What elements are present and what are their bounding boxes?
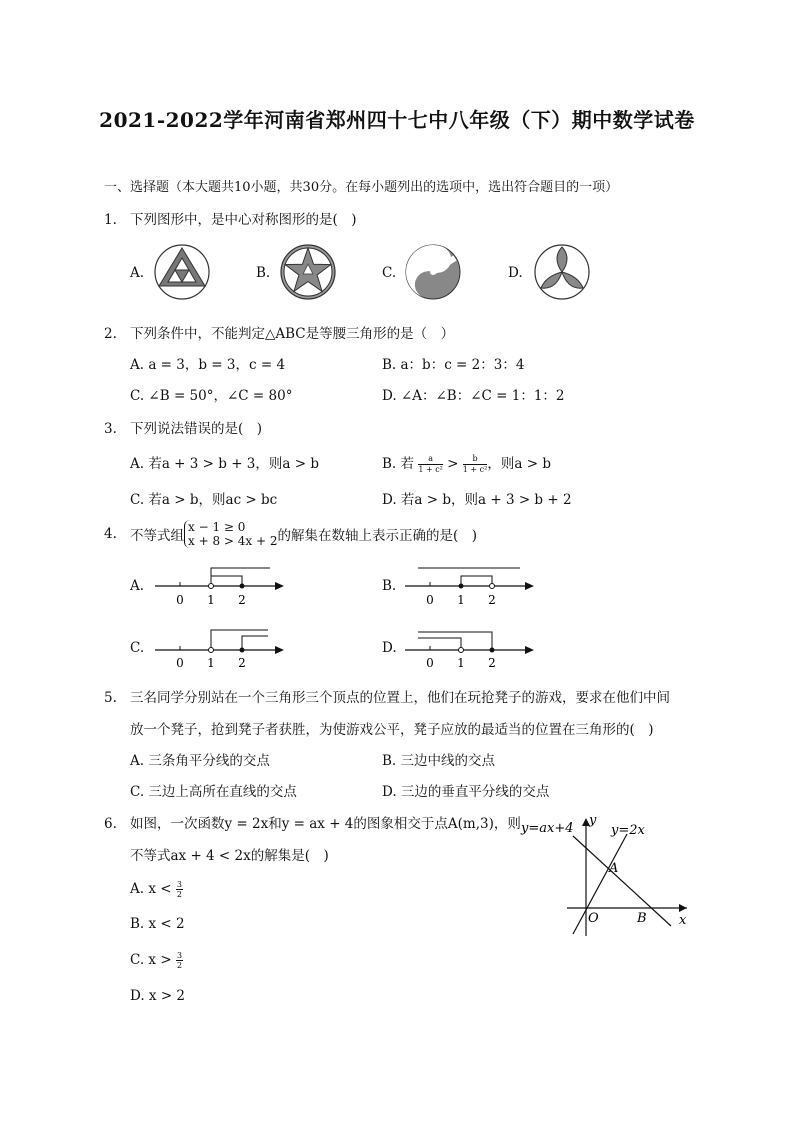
- q4-option-b-label: B.: [382, 578, 397, 594]
- fraction-denominator: 1 + c²: [418, 465, 443, 474]
- fraction-denominator: 2: [176, 890, 182, 899]
- question-2: [104, 322, 454, 342]
- q1-option-a-label: A.: [130, 265, 145, 281]
- question-6: [104, 812, 521, 832]
- y-axis-label: y: [589, 813, 597, 828]
- q5-option-a: A. 三条角平分线的交点: [130, 753, 270, 769]
- q3-option-c: C. 若a > b，则ac > bc: [130, 492, 278, 508]
- origin-label: O: [588, 911, 599, 926]
- question-number: 2.: [104, 326, 117, 342]
- q4-pre: 不等式组: [130, 528, 184, 544]
- q3-b-suffix: ，则a > b: [487, 456, 551, 472]
- tick-label: 1: [207, 593, 215, 607]
- q1-option-b-label: B.: [256, 265, 271, 281]
- fraction-denominator: 1 + c²: [462, 465, 488, 474]
- q2-option-b: B. a：b：c = 2：3：4: [382, 357, 525, 373]
- q5-option-d: D. 三边的垂直平分线的交点: [382, 784, 550, 800]
- q4-option-d-label: D.: [382, 640, 397, 656]
- page-title: 2021-2022学年河南省郑州四十七中八年级（下）期中数学试卷: [99, 108, 695, 132]
- q6-function-graph: [515, 812, 695, 942]
- question-3: [104, 417, 262, 437]
- question-stem: 下列图形中，是中心对称图形的是( ): [130, 212, 357, 228]
- q2-option-d: D. ∠A：∠B：∠C = 1：1：2: [382, 388, 565, 404]
- line-label-2x: y=2x: [611, 823, 645, 838]
- question-stem: 下列条件中，不能判定△ABC是等腰三角形的是（ ）: [130, 326, 455, 342]
- q4-post: 的解集在数轴上表示正确的是( ): [277, 528, 478, 544]
- q5-option-b: B. 三边中线的交点: [382, 753, 496, 769]
- tick-label: 1: [457, 593, 465, 607]
- q6-option-d: D. x > 2: [130, 988, 186, 1004]
- q6-option-a: [130, 880, 183, 899]
- q6-option-c: [130, 951, 183, 970]
- x-axis-label: x: [679, 913, 687, 928]
- q6-c-text: C. x >: [130, 952, 172, 968]
- tick-label: 2: [488, 656, 496, 670]
- q3-b-fraction-2: [463, 454, 488, 475]
- tick-label: 1: [457, 656, 465, 670]
- tick-label: 1: [207, 656, 215, 670]
- line-label-ax4: y=ax+4: [521, 821, 574, 836]
- q6-c-fraction: [176, 951, 183, 970]
- q1-figure-c: [403, 242, 463, 302]
- question-5: [104, 686, 670, 706]
- point-a-label: A: [609, 861, 619, 876]
- section-heading: 一、选择题（本大题共10小题，共30分。在每小题列出的选项中，选出符合题目的一项）: [104, 180, 619, 195]
- q5-option-c: C. 三边上高所在直线的交点: [130, 784, 297, 800]
- tick-label: 0: [176, 656, 184, 670]
- tick-label: 0: [176, 593, 184, 607]
- q3-b-fraction-1: [418, 454, 443, 475]
- fraction-numerator: 3: [176, 951, 183, 960]
- q3-b-prefix: B. 若: [382, 456, 415, 472]
- question-stem-line-2: 放一个凳子，抢到凳子者获胜，为使游戏公平，凳子应放的最适当的位置在三角形的( ): [130, 722, 654, 738]
- question-number: 1.: [104, 212, 117, 228]
- q3-option-d: D. 若a > b，则a + 3 > b + 2: [382, 492, 572, 508]
- question-number: 5.: [104, 690, 117, 706]
- question-4: [104, 520, 477, 548]
- question-stem-line-1: 如图，一次函数y = 2x和y = ax + 4的图象相交于点A(m,3)，则: [130, 816, 521, 832]
- q4-inequality-2: x + 8 > 4x + 2: [188, 534, 278, 548]
- fraction-numerator: b: [463, 454, 488, 465]
- q6-a-text: A. x <: [130, 881, 172, 897]
- tick-label: 0: [426, 656, 434, 670]
- question-stem: 下列说法错误的是( ): [130, 421, 263, 437]
- q4-numberline-d: [400, 622, 540, 672]
- q1-figure-b: [278, 242, 338, 302]
- q4-numberline-b: [400, 560, 540, 610]
- question-number: 4.: [104, 526, 117, 542]
- question-stem-line-2: 不等式ax + 4 < 2x的解集是( ): [130, 848, 329, 864]
- q6-option-b: B. x < 2: [130, 916, 185, 932]
- question-number: 6.: [104, 816, 117, 832]
- q1-option-c-label: C.: [382, 265, 397, 281]
- q4-option-a-label: A.: [130, 578, 145, 594]
- tick-label: 2: [488, 593, 496, 607]
- point-b-label: B: [637, 911, 647, 926]
- fraction-numerator: 3: [176, 880, 182, 889]
- tick-label: 0: [426, 593, 434, 607]
- tick-label: 2: [238, 593, 246, 607]
- q4-numberline-c: [150, 622, 290, 672]
- q1-figure-d: [532, 242, 592, 302]
- q6-a-fraction: [176, 880, 183, 899]
- q1-option-d-label: D.: [508, 265, 523, 281]
- q2-option-c: C. ∠B = 50°，∠C = 80°: [130, 388, 293, 404]
- q2-option-a: A. a = 3，b = 3，c = 4: [130, 357, 286, 373]
- fraction-denominator: 2: [176, 961, 183, 970]
- tick-label: 2: [238, 656, 246, 670]
- q4-inequality-1: x − 1 ≥ 0: [188, 520, 246, 534]
- fraction-numerator: a: [418, 454, 443, 465]
- question-stem-line-1: 三名同学分别站在一个三角形三个顶点的位置上，他们在玩抢凳子的游戏，要求在他们中间: [130, 690, 670, 706]
- q3-option-a: A. 若a + 3 > b + 3，则a > b: [130, 456, 319, 472]
- question-number: 3.: [104, 421, 117, 437]
- question-1: [104, 208, 357, 228]
- q4-system: [184, 520, 278, 548]
- q3-option-b: B. 若 $\frac{a}{\text{1 + c²}}$ > $\frac{b}{\text{1 + c²}}$ ，则a > b: [382, 454, 551, 474]
- q1-figure-a: [152, 242, 212, 302]
- q4-option-c-label: C.: [130, 640, 145, 656]
- q4-numberline-a: [150, 560, 290, 610]
